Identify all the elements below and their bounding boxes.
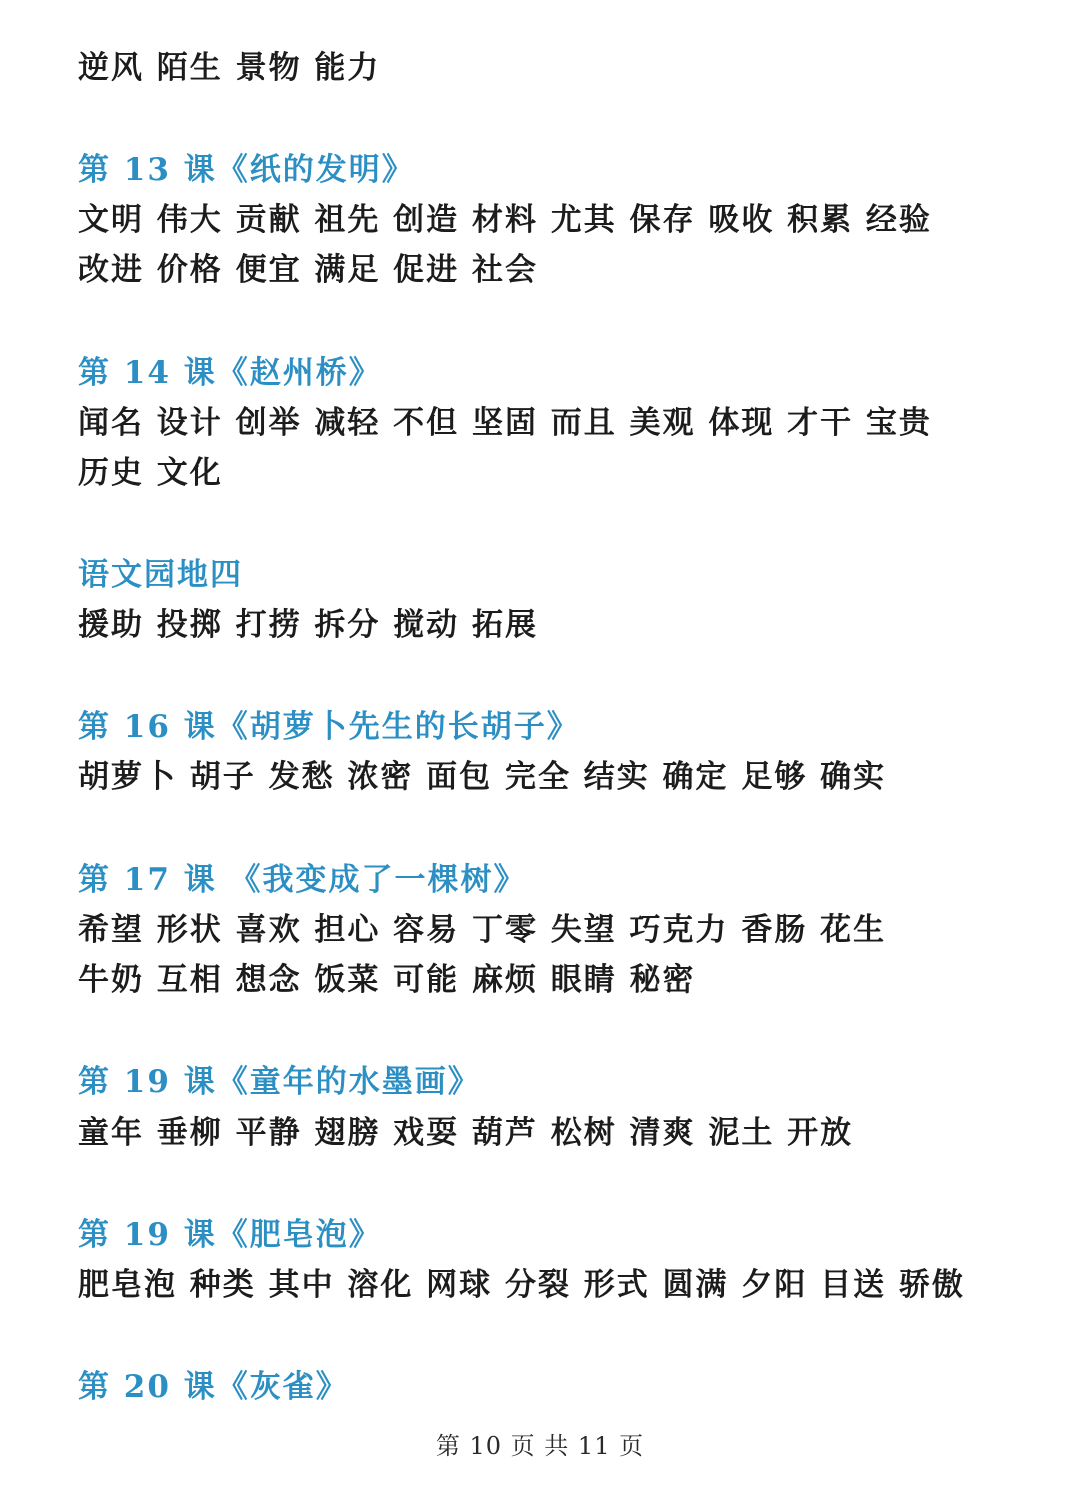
page-footer: 第 10 页 共 11 页 — [435, 1432, 645, 1460]
top-word-line: 逆风 陌生 景物 能力 — [78, 50, 381, 86]
section-13-line-1: 文明 伟大 贡献 祖先 创造 材料 尤其 保存 吸收 积累 经验 — [78, 202, 932, 238]
section-19b-line-1: 肥皂泡 种类 其中 溶化 网球 分裂 形式 圆满 夕阳 目送 骄傲 — [78, 1267, 965, 1303]
section-17-line-2: 牛奶 互相 想念 饭菜 可能 麻烦 眼睛 秘密 — [78, 962, 696, 998]
section-heading-13: 第 13 课《纸的发明》 — [78, 152, 415, 188]
section-14-line-2: 历史 文化 — [78, 455, 223, 491]
section-garden-4-line-1: 援助 投掷 打捞 拆分 搅动 拓展 — [78, 607, 538, 643]
section-heading-17: 第 17 课 《我变成了一棵树》 — [78, 862, 527, 898]
section-16-line-1: 胡萝卜 胡子 发愁 浓密 面包 完全 结实 确定 足够 确实 — [78, 759, 887, 795]
section-19a-line-1: 童年 垂柳 平静 翅膀 戏耍 葫芦 松树 清爽 泥土 开放 — [78, 1115, 854, 1151]
section-heading-20: 第 20 课《灰雀》 — [78, 1369, 349, 1405]
section-heading-garden-4: 语文园地四 — [78, 557, 243, 593]
section-heading-14: 第 14 课《赵州桥》 — [78, 355, 382, 391]
section-13-line-2: 改进 价格 便宜 满足 促进 社会 — [78, 252, 538, 288]
section-17-line-1: 希望 形状 喜欢 担心 容易 丁零 失望 巧克力 香肠 花生 — [78, 912, 887, 948]
section-heading-19b: 第 19 课《肥皂泡》 — [78, 1217, 382, 1253]
section-heading-19a: 第 19 课《童年的水墨画》 — [78, 1064, 481, 1100]
section-14-line-1: 闻名 设计 创举 减轻 不但 坚固 而且 美观 体现 才干 宝贵 — [78, 405, 932, 441]
section-heading-16: 第 16 课《胡萝卜先生的长胡子》 — [78, 709, 580, 745]
